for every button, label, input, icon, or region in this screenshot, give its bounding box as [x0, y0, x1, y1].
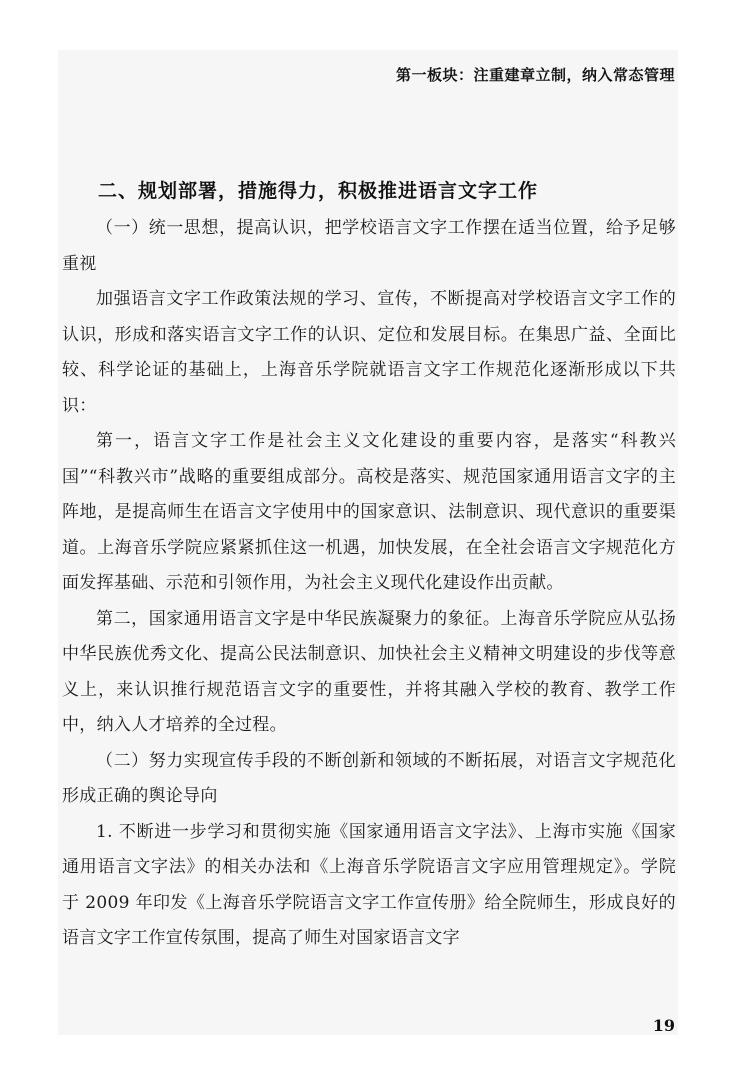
paragraph-subheading-1: （一）统一思想，提高认识，把学校语言文字工作摆在适当位置，给予足够重视	[62, 218, 676, 274]
section-heading: 二、规划部署，措施得力，积极推进语言文字工作	[98, 180, 539, 202]
paragraph-consensus-2: 第二，国家通用语言文字是中华民族凝聚力的象征。上海音乐学院应从弘扬中华民族优秀文化、提高公民法制意识、加快社会主义精神文明建设的步伐等意义上，来认识推行规范语言文字的重要性，并将其融入学校的教育、教学工作中，纳入人才培养的全过程。	[62, 608, 676, 735]
paragraph-item-1: 1. 不断进一步学习和贯彻实施《国家通用语言文字法》、上海市实施《国家通用语言文字法》的相关办法和《上海音乐学院语言文字应用管理规定》。学院于 2009 年印发《上海音乐学院语言文字工作宣传册》给全院师生，形成良好的语言文字工作宣传氛围，提高了师生对国家语言文字	[62, 821, 676, 948]
page-number: 19	[652, 1016, 675, 1035]
paragraph-subheading-2: （二）努力实现宣传手段的不断创新和领域的不断拓展，对语言文字规范化形成正确的舆论导向	[62, 750, 676, 806]
body-content	[62, 176, 676, 957]
paragraph-consensus-1: 第一，语言文字工作是社会主义文化建设的重要内容，是落实“科教兴国”“科教兴市”战略的重要组成部分。高校是落实、规范国家通用语言文字的主阵地，是提高师生在语言文字使用中的国家意识、法制意识、现代意识的重要渠道。上海音乐学院应紧紧抓住这一机遇，加快发展，在全社会语言文字规范化方面发挥基础、示范和引领作用，为社会主义现代化建设作出贡献。	[62, 431, 676, 593]
running-head: 第一板块：注重建章立制，纳入常态管理	[395, 66, 675, 84]
paragraph-intro: 加强语言文字工作政策法规的学习、宣传，不断提高对学校语言文字工作的认识，形成和落实语言文字工作的认识、定位和发展目标。在集思广益、全面比较、科学论证的基础上，上海音乐学院就语言文字工作规范化逐渐形成以下共识：	[62, 289, 676, 416]
